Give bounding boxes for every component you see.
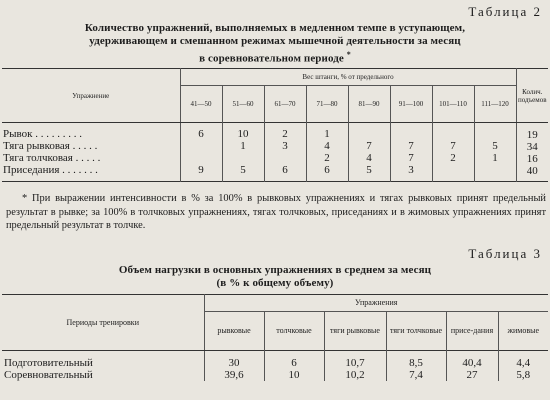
table2-cell: 5 bbox=[348, 165, 390, 182]
table-row bbox=[2, 351, 548, 370]
table2-cell: 3 bbox=[264, 141, 306, 153]
table2-row-name: Приседания . . . . . . . bbox=[3, 164, 98, 177]
table3-col-header: тяги толчковые bbox=[386, 312, 446, 351]
table3-cell: 30 bbox=[204, 351, 264, 370]
table3-cell: 40,4 bbox=[446, 351, 498, 370]
table3-cell: 10 bbox=[264, 370, 324, 382]
table2-total: 40 bbox=[516, 165, 548, 182]
table3-row-name: Подготовительный bbox=[4, 357, 93, 369]
table3-col-header: присе-дания bbox=[446, 312, 498, 351]
table2 bbox=[2, 68, 548, 182]
table-row bbox=[2, 165, 548, 182]
table3-title-line1: Объем нагрузки в основных упражнениях в среднем за месяц bbox=[118, 264, 432, 276]
table2-total: 34 bbox=[516, 141, 548, 153]
table2-range: 91—100 bbox=[390, 86, 432, 123]
table3-col-header: жимовые bbox=[498, 312, 548, 351]
table2-label: Таблица 2 bbox=[468, 4, 542, 19]
table2-cell: 6 bbox=[180, 123, 222, 142]
table2-cell: 10 bbox=[222, 123, 264, 142]
table-row bbox=[2, 153, 548, 165]
table3-header-period: Периоды тренировки bbox=[2, 295, 204, 351]
table2-cell: 7 bbox=[390, 153, 432, 165]
table2-cell: 7 bbox=[348, 141, 390, 153]
table3 bbox=[2, 294, 548, 381]
table2-cell: 3 bbox=[390, 165, 432, 182]
table2-cell bbox=[474, 123, 516, 142]
table2-cell: 7 bbox=[390, 141, 432, 153]
table3-col-header: рывковые bbox=[204, 312, 264, 351]
table2-cell bbox=[432, 165, 474, 182]
table3-col-header: толчковые bbox=[264, 312, 324, 351]
table2-cell: 9 bbox=[180, 165, 222, 182]
table2-range: 71—80 bbox=[306, 86, 348, 123]
table2-header-total: Колич. подъемов bbox=[516, 69, 548, 123]
table3-cell: 27 bbox=[446, 370, 498, 382]
table2-cell bbox=[222, 153, 264, 165]
table3-cell: 5,8 bbox=[498, 370, 548, 382]
table3-label: Таблица 3 bbox=[468, 246, 542, 261]
table3-row-name: Соревновательный bbox=[4, 368, 93, 381]
table2-row-name: Тяга рывковая . . . . . bbox=[3, 140, 98, 153]
table3-header-group: Упражнения bbox=[204, 295, 548, 312]
table2-row-name: Рывок . . . . . . . . . bbox=[3, 128, 82, 141]
table2-cell bbox=[180, 141, 222, 153]
table2-row-name: Тяга толчковая . . . . . bbox=[3, 152, 101, 165]
table2-cell bbox=[180, 153, 222, 165]
table3-cell: 10,2 bbox=[324, 370, 386, 382]
table2-range: 41—50 bbox=[180, 86, 222, 123]
table2-cell: 1 bbox=[222, 141, 264, 153]
table2-cell: 2 bbox=[264, 123, 306, 142]
table2-cell bbox=[390, 123, 432, 142]
table3-cell: 4,4 bbox=[498, 351, 548, 370]
table2-total: 19 bbox=[516, 123, 548, 142]
table2-cell: 4 bbox=[348, 153, 390, 165]
table3-cell: 10,7 bbox=[324, 351, 386, 370]
table3-title bbox=[0, 264, 550, 290]
footnote: * При выражении интенсивности в % за 100% в рывковых упражнениях и тягах рывковых принят предельный результат в рывке; за 100% в толчковых упражнениях, тягах толчковых, приседаниях и в жимовых упражнениях принят предельный результат в толчке. bbox=[6, 193, 546, 231]
table2-range: 101—110 bbox=[432, 86, 474, 123]
table2-cell: 2 bbox=[432, 153, 474, 165]
table3-cell: 39,6 bbox=[204, 370, 264, 382]
table3-cell: 7,4 bbox=[386, 370, 446, 382]
table2-title-line1: Количество упражнений, выполняемых в медленном темпе в уступающем, bbox=[84, 22, 466, 34]
table2-title-line2: удерживающем и смешанном режимах мышечной деятельности за месяц bbox=[89, 35, 461, 47]
table2-cell: 4 bbox=[306, 141, 348, 153]
table2-range: 61—70 bbox=[264, 86, 306, 123]
table2-title bbox=[0, 22, 550, 66]
table2-cell: 2 bbox=[306, 153, 348, 165]
table2-cell: 1 bbox=[306, 123, 348, 142]
table-row bbox=[2, 370, 548, 382]
table2-total: 16 bbox=[516, 153, 548, 165]
table2-range: 111—120 bbox=[474, 86, 516, 123]
table2-header-weight: Вес штанги, % от предельного bbox=[180, 69, 516, 86]
table-row bbox=[2, 141, 548, 153]
table-row bbox=[2, 123, 548, 142]
table3-cell: 6 bbox=[264, 351, 324, 370]
table2-title-line3: в соревновательном периоде * bbox=[199, 50, 351, 65]
table3-title-line2: (в % к общему объему) bbox=[216, 277, 334, 289]
table2-cell: 1 bbox=[474, 153, 516, 165]
table2-cell bbox=[432, 123, 474, 142]
table2-cell: 5 bbox=[474, 141, 516, 153]
table2-cell: 6 bbox=[264, 165, 306, 182]
table3-col-header: тяги рывковые bbox=[324, 312, 386, 351]
table2-cell bbox=[348, 123, 390, 142]
table2-cell: 5 bbox=[222, 165, 264, 182]
table2-cell: 7 bbox=[432, 141, 474, 153]
table3-cell: 8,5 bbox=[386, 351, 446, 370]
table2-cell: 6 bbox=[306, 165, 348, 182]
table2-cell bbox=[474, 165, 516, 182]
table2-header-exercise: Упражнение bbox=[2, 69, 180, 123]
table2-range: 51—60 bbox=[222, 86, 264, 123]
table2-cell bbox=[264, 153, 306, 165]
table2-range: 81—90 bbox=[348, 86, 390, 123]
